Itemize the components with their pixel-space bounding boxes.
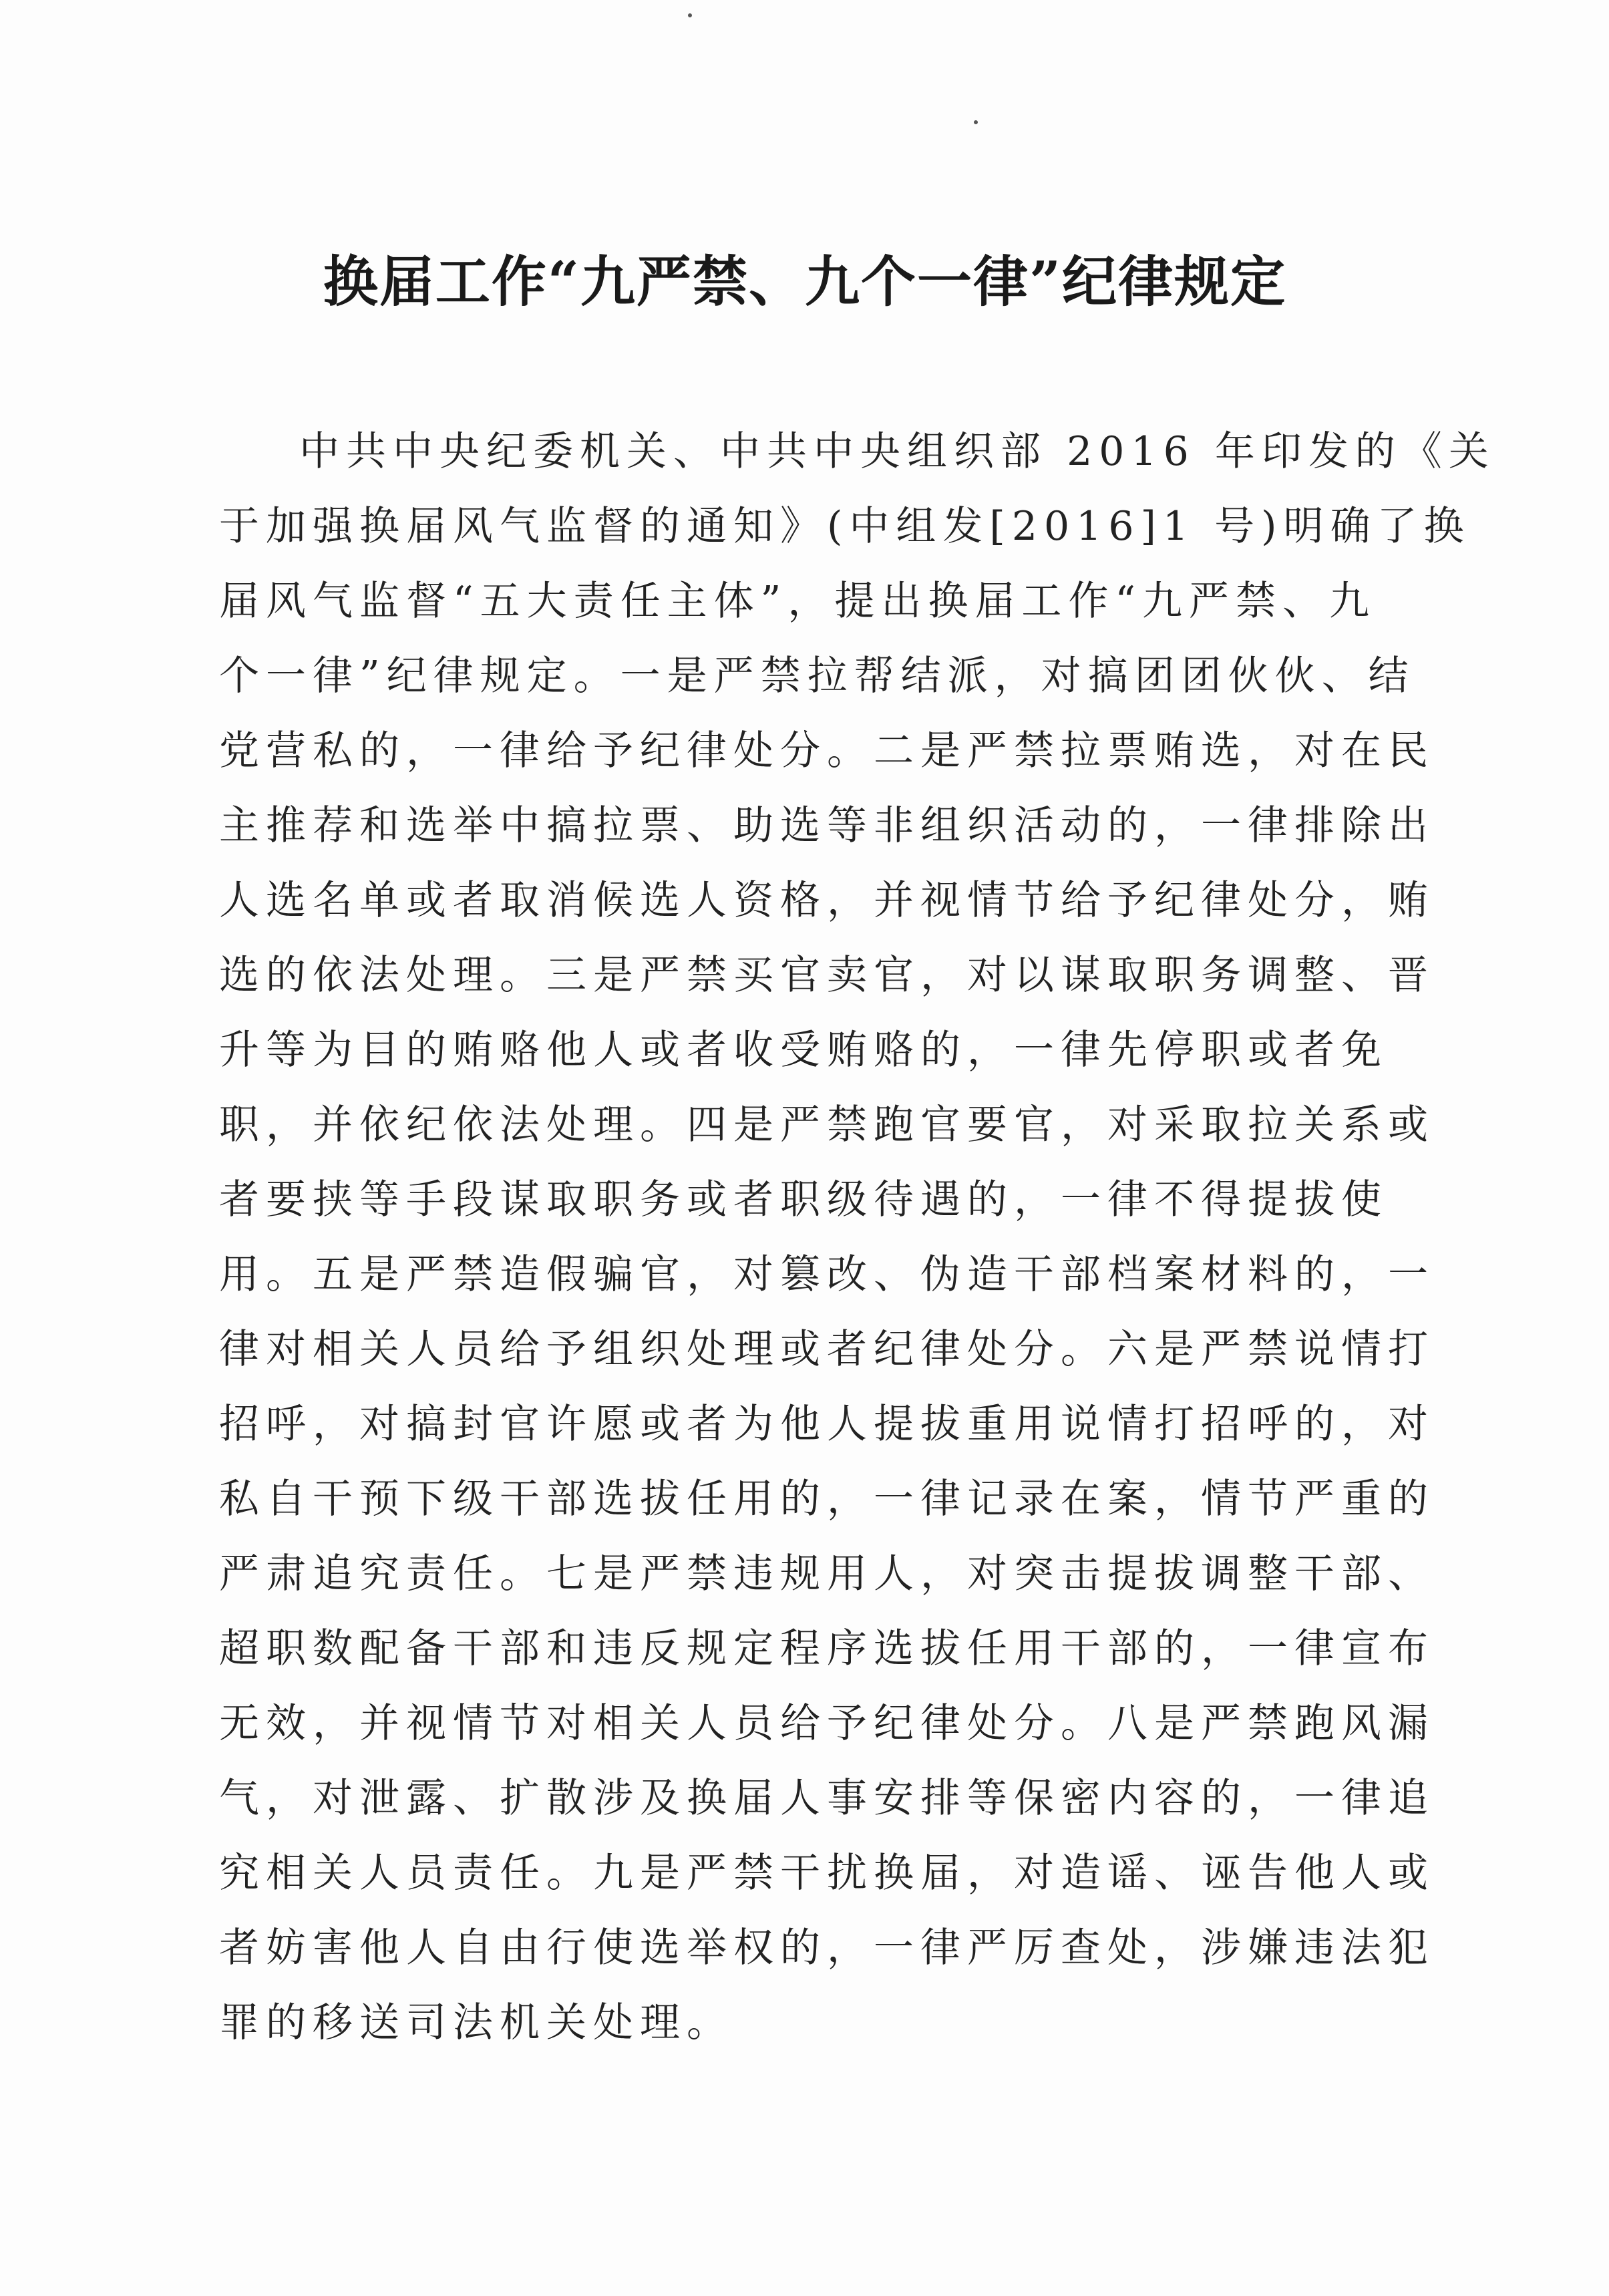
body-line: 人选名单或者取消候选人资格，并视情节给予纪律处分，贿: [219, 877, 1435, 924]
body-line: 律对相关人员给予组织处理或者纪律处分。六是严禁说情打: [219, 1326, 1435, 1373]
body-line: 超职数配备干部和违反规定程序选拔任用干部的，一律宣布: [219, 1625, 1435, 1672]
document-body: [219, 414, 1495, 2060]
body-line: 届风气监督“五大责任主体”，提出换届工作“九严禁、九: [219, 578, 1377, 625]
body-line: 者要挟等手段谋取职务或者职级待遇的，一律不得提拔使: [219, 1176, 1388, 1223]
body-line: 严肃追究责任。七是严禁违规用人，对突击提拔调整干部、: [219, 1550, 1435, 1597]
body-line: 私自干预下级干部选拔任用的，一律记录在案，情节严重的: [219, 1476, 1435, 1522]
body-line: 选的依法处理。三是严禁买官卖官，对以谋取职务调整、晋: [219, 952, 1435, 999]
body-line: 罪的移送司法机关处理。: [219, 1999, 733, 2046]
body-line: 于加强换届风气监督的通知》(中组发[2016]1 号)明确了换: [219, 503, 1471, 550]
body-line: 个一律”纪律规定。一是严禁拉帮结派，对搞团团伙伙、结: [219, 653, 1415, 699]
body-line: 气，对泄露、扩散涉及换届人事安排等保密内容的，一律追: [219, 1775, 1435, 1822]
scan-speck: [974, 120, 978, 124]
body-line: 职，并依纪依法处理。四是严禁跑官要官，对采取拉关系或: [219, 1102, 1435, 1148]
body-line: 用。五是严禁造假骗官，对篡改、伪造干部档案材料的，一: [219, 1251, 1435, 1298]
body-line: 中共中央纪委机关、中共中央组织部 2016 年印发的《关: [299, 428, 1495, 475]
body-line: 党营私的，一律给予纪律处分。二是严禁拉票贿选，对在民: [219, 727, 1435, 774]
body-line: 者妨害他人自由行使选举权的，一律严厉查处，涉嫌违法犯: [219, 1925, 1435, 1971]
body-line: 招呼，对搞封官许愿或者为他人提拔重用说情打招呼的，对: [219, 1401, 1435, 1448]
body-line: 无效，并视情节对相关人员给予纪律处分。八是严禁跑风漏: [219, 1700, 1435, 1747]
body-line: 究相关人员责任。九是严禁干扰换届，对造谣、诬告他人或: [219, 1850, 1435, 1897]
document-title: 换届工作“九严禁、九个一律”纪律规定: [323, 250, 1287, 314]
scan-speck: [688, 13, 692, 17]
body-line: 升等为目的贿赂他人或者收受贿赂的，一律先停职或者免: [219, 1027, 1388, 1074]
body-line: 主推荐和选举中搞拉票、助选等非组织活动的，一律排除出: [219, 802, 1435, 849]
